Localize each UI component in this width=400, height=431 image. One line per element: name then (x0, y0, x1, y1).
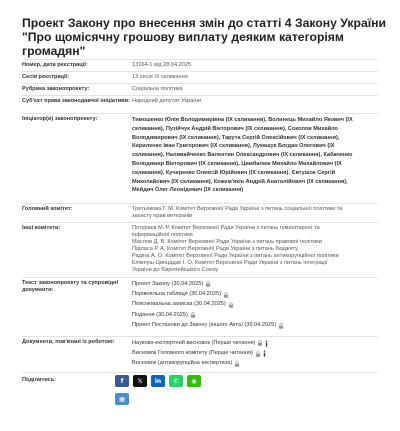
doc-link[interactable] (132, 279, 394, 289)
field-label: Номер, дата реєстрації: (22, 62, 88, 68)
doc-link[interactable] (132, 321, 394, 331)
committee-line: Третьякова Г. М. Комітет Верховної Ради України з питань соціальної політики та (132, 206, 343, 212)
doc-link[interactable] (132, 310, 394, 320)
lock-icon (234, 361, 240, 367)
x-icon[interactable]: 𝕏 (133, 375, 147, 387)
field-value: 13 сесія IX скликання (132, 74, 188, 80)
lock-icon (223, 292, 229, 298)
share-buttons-row-2 (115, 393, 129, 405)
field-value: 13164-1 від 28.04.2025 (132, 62, 192, 68)
info-icon[interactable] (262, 350, 267, 357)
committee-line: Підласа Р. А. Комітет Верховної Ради України з питань бюджету (132, 246, 298, 252)
divider (22, 71, 378, 72)
initiators-line: Кириленко Іван Григорович (IX скликання), Лукашук Богдан Олегович (IX (132, 143, 335, 150)
doc-name[interactable]: Науково-експертний висновок (Перше читання) (132, 339, 256, 346)
linkedin-icon[interactable]: in (151, 375, 165, 387)
other-committees-list (132, 225, 394, 274)
lock-icon (257, 340, 263, 346)
doc-link[interactable] (132, 359, 394, 369)
divider (22, 372, 378, 373)
initiators-line: Мейдич Олег Леонідович (IX скликання) (132, 187, 244, 194)
committee-line: України до Європейського Союзу (132, 267, 219, 273)
initiators-line: Тимошенко Юлія Володимирівна (IX скликання), Волинець Михайло Якович (IX (132, 117, 353, 123)
page-title: Проект Закону про внесення змін до статті 4 Закону України "Про щомісячну грошову виплату деяким категоріям громадян" (22, 16, 386, 58)
committee-line: захисту прав ветеранів (132, 213, 193, 219)
field-label: Поділитись: (22, 377, 57, 383)
field-label: Суб'єкт права законодавчої ініціативи: (22, 98, 130, 104)
field-label: Документи, пов'язані із роботою: (22, 339, 115, 345)
committee-line: Клімпуш-Цинцадзе І. О. Комітет Верховної Ради України з питань інтеграції (132, 260, 328, 266)
initiators-line: скликання), Кучеренко Олексій Юрійович (IX скликання), Євтушок Сергій (132, 169, 336, 176)
doc-link[interactable] (132, 300, 394, 310)
doc-name[interactable]: Проект Закону (30.04.2025) (132, 280, 204, 287)
lock-icon (255, 351, 261, 357)
divider (22, 222, 378, 223)
qr-code-icon[interactable]: ▦ (115, 393, 129, 405)
related-docs-list (132, 338, 394, 369)
doc-link[interactable] (132, 348, 394, 358)
divider (22, 59, 378, 60)
initiators-list (132, 116, 394, 195)
doc-name[interactable]: Порівняльна таблиця (30.04.2025) (132, 291, 221, 298)
field-label: Рубрика законопроекту: (22, 86, 90, 92)
field-label: Ініціатор(и) законопроекту: (22, 116, 98, 122)
divider (22, 83, 378, 84)
committee-line: Потураєв М. Р. Комітет Верховної Ради України з питань гуманітарної та (132, 225, 320, 231)
lock-icon (228, 302, 234, 308)
divider (22, 113, 378, 114)
field-label: Текст законопроекту та супровідні документи: (22, 280, 119, 293)
doc-name[interactable]: Висновок (антикорупційна експертиза) (132, 360, 233, 367)
committee-line: Маслов Д. В. Комітет Верховної Ради України з питань правової політики (132, 239, 322, 245)
initiators-line: скликання), Наливайченко Валентин Олександрович (IX скликання), Кабаченко (132, 152, 353, 159)
field-label: Сесія реєстрації: (22, 74, 69, 80)
lock-icon (205, 281, 211, 287)
doc-name[interactable]: Проект Постанови до Закону (іншого Акта) (30.04.2025) (132, 322, 277, 329)
divider (22, 203, 378, 204)
initiators-line: скликання), Пузійчук Андрій Вікторович (IX скликання), Соколов Михайло (132, 125, 338, 132)
main-committee-text (132, 206, 394, 220)
field-label: Інші комітети: (22, 225, 61, 231)
lock-icon (190, 312, 196, 318)
share-buttons-row (115, 375, 201, 387)
wechat-icon[interactable]: ◉ (187, 375, 201, 387)
field-value: Народний депутат України (132, 98, 201, 104)
divider (22, 336, 378, 337)
committee-line: інформаційної політики (132, 232, 193, 238)
field-value: Соціальна політика (132, 86, 183, 92)
field-label: Головний комітет: (22, 206, 73, 212)
whatsapp-icon[interactable]: ✆ (169, 375, 183, 387)
doc-link[interactable] (132, 289, 394, 299)
initiators-line: Володимир Вікторович (IX скликання), Цимбалюк Михайло Михайлович (IX (132, 160, 342, 167)
doc-link[interactable] (132, 338, 394, 348)
committee-line: Радіна А. О. Комітет Верховної Ради України з питань антикорупційної політики (132, 253, 339, 259)
divider (22, 95, 378, 96)
facebook-icon[interactable]: f (115, 375, 129, 387)
docs-list (132, 279, 394, 331)
doc-name[interactable]: Пояснювальна записка (30.04.2025) (132, 301, 226, 308)
doc-name[interactable]: Подання (30.04.2025) (132, 311, 188, 318)
info-icon[interactable] (264, 340, 269, 347)
initiators-line: Володимирович (IX скликання), Тарута Сергій Олексійович (IX скликання), (132, 134, 340, 141)
initiators-line: Миколайович (IX скликання), Кожем'якін Андрій Анатолійович (IX скликання), (132, 178, 348, 185)
divider (22, 277, 378, 278)
doc-name[interactable]: Висновок Головного комітету (Перше читання) (132, 350, 253, 357)
lock-icon (278, 323, 284, 329)
